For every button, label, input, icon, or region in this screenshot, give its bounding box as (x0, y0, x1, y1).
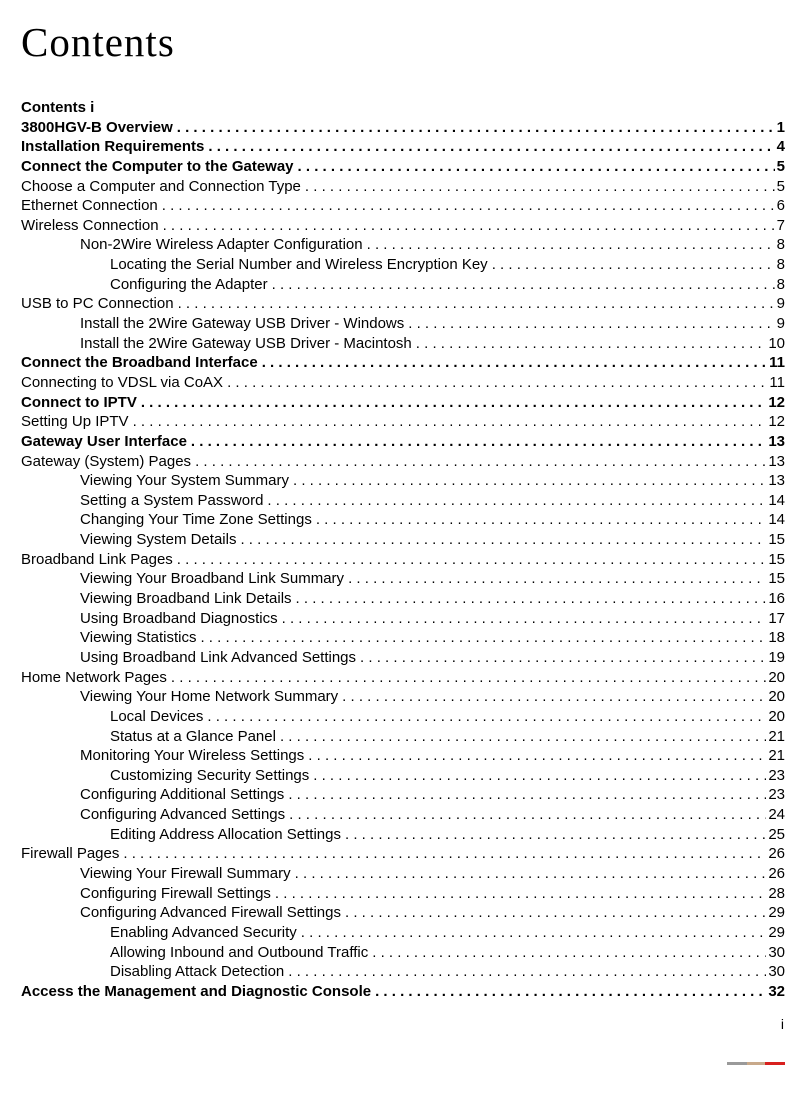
toc-entry-label: Viewing Broadband Link Details (80, 590, 292, 608)
toc-entry-page-number: 21 (768, 727, 785, 745)
toc-entry-label: Home Network Pages (21, 668, 167, 686)
toc-dot-leader (280, 727, 766, 747)
toc-entry[interactable] (21, 609, 785, 629)
toc-dot-leader (288, 962, 766, 982)
toc-dot-leader (313, 766, 766, 786)
toc-dot-leader (345, 903, 766, 923)
toc-entry-page-number: 30 (768, 963, 785, 981)
toc-dot-leader (289, 805, 766, 825)
toc-entry-page-number: 13 (768, 432, 785, 450)
toc-entry[interactable] (21, 628, 785, 648)
toc-entry-page-number: 14 (768, 511, 785, 529)
toc-entry-page-number: 4 (776, 138, 785, 156)
toc-entry-label: Locating the Serial Number and Wireless Encryption Key (110, 256, 488, 274)
toc-entry[interactable] (21, 864, 785, 884)
toc-entry-label: Non-2Wire Wireless Adapter Configuration (80, 236, 363, 254)
toc-entry-page-number: 11 (769, 354, 785, 372)
toc-entry-label: Editing Address Allocation Settings (110, 825, 341, 843)
toc-entry-label: Viewing Statistics (80, 629, 197, 647)
toc-dot-leader (416, 334, 767, 354)
toc-entry[interactable] (21, 766, 785, 786)
toc-entry[interactable] (21, 903, 785, 923)
toc-entry[interactable] (21, 157, 785, 177)
toc-entry-page-number: 14 (768, 491, 785, 509)
toc-entry-label: Disabling Attack Detection (110, 963, 285, 981)
toc-entry[interactable] (21, 432, 785, 452)
toc-entry[interactable] (21, 196, 785, 216)
toc-entry-page-number: 29 (768, 923, 785, 941)
toc-dot-leader (288, 785, 766, 805)
toc-entry[interactable] (21, 491, 785, 511)
toc-dot-leader (207, 707, 766, 727)
toc-entry-label: Setting Up IPTV (21, 413, 129, 431)
toc-entry-page-number: 28 (768, 884, 785, 902)
toc-entry[interactable] (21, 727, 785, 747)
toc-dot-leader (162, 196, 775, 216)
toc-entry-label: Viewing Your Firewall Summary (80, 864, 291, 882)
toc-entry[interactable] (21, 177, 785, 197)
toc-entry-page-number: 8 (776, 275, 785, 293)
toc-entry-label: Using Broadband Link Advanced Settings (80, 648, 357, 666)
toc-entry[interactable] (21, 235, 785, 255)
toc-entry-label: Ethernet Connection (21, 197, 158, 215)
toc-entry[interactable] (21, 962, 785, 982)
toc-entry[interactable] (21, 334, 785, 354)
toc-entry[interactable] (21, 275, 785, 295)
toc-entry-label: Connect the Computer to the Gateway (21, 157, 294, 175)
toc-entry-label: Monitoring Your Wireless Settings (80, 747, 305, 765)
toc-entry[interactable] (21, 393, 785, 413)
toc-dot-leader (272, 275, 775, 295)
toc-entry-label: 3800HGV-B Overview (21, 118, 173, 136)
toc-dot-leader (342, 687, 766, 707)
toc-entry[interactable] (21, 412, 785, 432)
toc-entry[interactable] (21, 687, 785, 707)
toc-dot-leader (133, 412, 767, 432)
toc-dot-leader (262, 353, 767, 373)
toc-entry-page-number: 18 (768, 629, 785, 647)
toc-dot-leader (305, 177, 775, 197)
toc-entry-page-number: 12 (768, 413, 785, 431)
toc-dot-leader (345, 825, 766, 845)
toc-entry-label: Viewing Your Broadband Link Summary (80, 570, 345, 588)
toc-entry-label: Setting a System Password (80, 491, 264, 509)
toc-entry-label: USB to PC Connection (21, 295, 174, 313)
toc-entry-label: Configuring Advanced Settings (80, 806, 286, 824)
toc-entry-label: Connect the Broadband Interface (21, 354, 258, 372)
toc-entry-page-number: 10 (768, 334, 785, 352)
toc-entry-page-number: 5 (776, 157, 785, 175)
toc-entry-page-number: 15 (768, 531, 785, 549)
toc-entry-page-number: 29 (768, 904, 785, 922)
toc-entry-label: Choose a Computer and Connection Type (21, 177, 301, 195)
toc-entry[interactable] (21, 471, 785, 491)
toc-entry[interactable] (21, 137, 785, 157)
toc-entry-label: Viewing System Details (80, 531, 237, 549)
toc-dot-leader (177, 118, 775, 138)
toc-entry-page-number: 21 (768, 747, 785, 765)
toc-entry[interactable] (21, 884, 785, 904)
toc-entry[interactable] (21, 255, 785, 275)
toc-entry-page-number: 20 (768, 688, 785, 706)
toc-entry[interactable] (21, 569, 785, 589)
footer-color-strip-tan (747, 1062, 765, 1065)
toc-entry-page-number: 25 (768, 825, 785, 843)
toc-entry-page-number: 13 (768, 452, 785, 470)
toc-entry[interactable] (21, 216, 785, 236)
toc-entry[interactable] (21, 294, 785, 314)
toc-dot-leader (177, 550, 767, 570)
toc-entry[interactable] (21, 943, 785, 963)
toc-entry-page-number: 23 (768, 766, 785, 784)
toc-entry[interactable] (21, 746, 785, 766)
toc-entry-label: Wireless Connection (21, 216, 159, 234)
toc-entry[interactable] (21, 452, 785, 472)
toc-entry[interactable] (21, 353, 785, 373)
toc-dot-leader (295, 864, 767, 884)
toc-entry-label: Install the 2Wire Gateway USB Driver - Windows (80, 315, 405, 333)
toc-entry-label: Broadband Link Pages (21, 550, 173, 568)
toc-entry[interactable] (21, 668, 785, 688)
toc-entry-page-number: 9 (776, 315, 785, 333)
toc-entry-label: Configuring Additional Settings (80, 786, 285, 804)
toc-dot-leader (408, 314, 774, 334)
toc-entry[interactable] (21, 785, 785, 805)
toc-entry[interactable] (21, 707, 785, 727)
toc-entry-page-number: 6 (776, 197, 785, 215)
toc-entry-label: Access the Management and Diagnostic Console (21, 982, 372, 1000)
toc-entry-page-number: 30 (768, 943, 785, 961)
toc-entry-page-number: 7 (776, 216, 785, 234)
toc-dot-leader (301, 923, 767, 943)
toc-entry-page-number: 20 (768, 707, 785, 725)
toc-entry-page-number: 1 (776, 118, 785, 136)
toc-dot-leader (375, 982, 766, 1002)
toc-entry-page-number: 20 (768, 668, 785, 686)
toc-entry[interactable] (21, 589, 785, 609)
toc-entry-label: Viewing Your System Summary (80, 472, 289, 490)
toc-dot-leader (240, 530, 766, 550)
toc-dot-leader (348, 569, 766, 589)
toc-entry[interactable] (21, 98, 785, 118)
table-of-contents (21, 98, 785, 1001)
toc-entry[interactable] (21, 844, 785, 864)
toc-entry-page-number: 32 (768, 982, 785, 1000)
toc-entry-label: Configuring Advanced Firewall Settings (80, 904, 341, 922)
toc-entry[interactable] (21, 118, 785, 138)
toc-entry[interactable] (21, 825, 785, 845)
toc-entry-label: Connecting to VDSL via CoAX (21, 373, 224, 391)
toc-dot-leader (178, 294, 775, 314)
toc-entry-label: Local Devices (110, 707, 204, 725)
toc-entry-page-number: 8 (776, 236, 785, 254)
toc-dot-leader (191, 432, 766, 452)
toc-dot-leader (171, 668, 766, 688)
footer-color-strip-grey (727, 1062, 747, 1065)
toc-entry-page-number: 24 (768, 806, 785, 824)
toc-dot-leader (296, 589, 767, 609)
footer-color-strip-red (765, 1062, 785, 1065)
toc-entry-page-number: 13 (768, 472, 785, 490)
toc-dot-leader (298, 157, 775, 177)
toc-entry-page-number: 9 (776, 295, 785, 313)
toc-dot-leader (200, 628, 766, 648)
toc-entry-label: Configuring the Adapter (110, 275, 268, 293)
toc-dot-leader (367, 235, 775, 255)
toc-entry-label: Firewall Pages (21, 845, 120, 863)
toc-entry-page-number: 16 (768, 590, 785, 608)
toc-entry-page-number: 15 (768, 570, 785, 588)
toc-dot-leader (492, 255, 775, 275)
toc-dot-leader (123, 844, 766, 864)
toc-entry[interactable] (21, 373, 785, 393)
toc-dot-leader (208, 137, 774, 157)
toc-entry-page-number: 26 (768, 864, 785, 882)
page-number: i (780, 1016, 784, 1032)
toc-entry-label: Customizing Security Settings (110, 766, 310, 784)
toc-entry-page-number: 5 (776, 177, 785, 195)
toc-entry[interactable] (21, 530, 785, 550)
toc-entry[interactable] (21, 805, 785, 825)
toc-entry-label: Enabling Advanced Security (110, 923, 297, 941)
toc-dot-leader (372, 943, 766, 963)
toc-dot-leader (308, 746, 766, 766)
toc-entry-label: Viewing Your Home Network Summary (80, 688, 339, 706)
toc-entry-label: Install the 2Wire Gateway USB Driver - Macintosh (80, 334, 412, 352)
toc-entry-page-number: 12 (768, 393, 785, 411)
toc-entry-page-number: 26 (768, 845, 785, 863)
toc-dot-leader (163, 216, 775, 236)
toc-entry-page-number: 23 (768, 786, 785, 804)
toc-entry-label: Status at a Glance Panel (110, 727, 276, 745)
toc-entry-label: Installation Requirements (21, 138, 205, 156)
toc-dot-leader (267, 491, 766, 511)
toc-entry[interactable] (21, 923, 785, 943)
toc-entry[interactable] (21, 510, 785, 530)
toc-entry-page-number: 19 (768, 648, 785, 666)
toc-entry-label: Using Broadband Diagnostics (80, 609, 278, 627)
page-title: Contents (21, 19, 175, 65)
toc-entry[interactable] (21, 314, 785, 334)
toc-entry-page-number: 15 (768, 550, 785, 568)
toc-entry-page-number: 11 (769, 373, 785, 391)
toc-dot-leader (195, 452, 766, 472)
toc-dot-leader (293, 471, 766, 491)
toc-entry-label: Contents i (21, 99, 95, 116)
toc-entry-page-number: 17 (768, 609, 785, 627)
toc-entry[interactable] (21, 648, 785, 668)
toc-entry-page-number: 8 (776, 256, 785, 274)
toc-dot-leader (360, 648, 766, 668)
toc-dot-leader (227, 373, 767, 393)
toc-dot-leader (141, 393, 766, 413)
toc-entry-label: Allowing Inbound and Outbound Traffic (110, 943, 369, 961)
toc-entry-label: Gateway User Interface (21, 432, 187, 450)
toc-entry-label: Gateway (System) Pages (21, 452, 192, 470)
toc-dot-leader (275, 884, 766, 904)
toc-entry-label: Configuring Firewall Settings (80, 884, 271, 902)
toc-entry-label: Connect to IPTV (21, 393, 137, 411)
toc-entry[interactable] (21, 982, 785, 1002)
toc-dot-leader (316, 510, 766, 530)
toc-entry[interactable] (21, 550, 785, 570)
toc-dot-leader (282, 609, 767, 629)
toc-entry-label: Changing Your Time Zone Settings (80, 511, 312, 529)
